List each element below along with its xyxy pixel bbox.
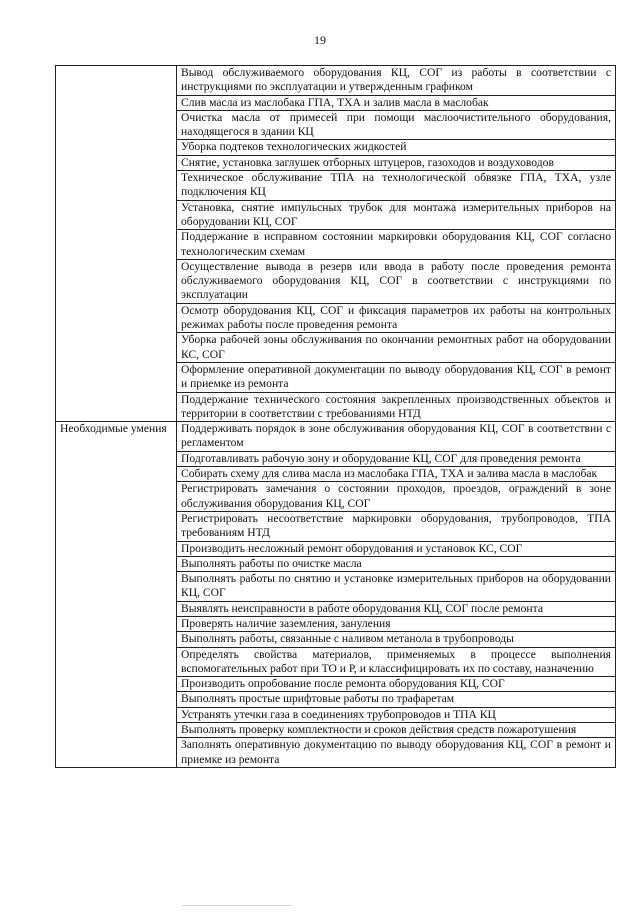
- table-cell-text: Регистрировать несоответствие маркировки оборудования, трубопроводов, ТПА требованиям НТД: [177, 511, 616, 541]
- table-cell-text: Поддерживать порядок в зоне обслуживания оборудования КЦ, СОГ в соответствии с регламентом: [177, 422, 616, 452]
- table-cell-text: Выявлять неисправности в работе оборудования КЦ, СОГ после ремонта: [177, 601, 616, 616]
- section-label: Необходимые умения: [56, 422, 177, 768]
- table-row: [56, 66, 616, 96]
- table-body: [56, 66, 616, 768]
- competency-table: [55, 65, 616, 768]
- section-label: [56, 66, 177, 422]
- table-cell-text: Определять свойства материалов, применяемых в процессе выполнения вспомогательных работ при ТО и Р, и классифицировать их по составу, назначению: [177, 647, 616, 677]
- table-cell-text: Производить несложный ремонт оборудования и установок КС, СОГ: [177, 541, 616, 556]
- table-cell-text: Производить опробование после ремонта оборудования КЦ, СОГ: [177, 677, 616, 692]
- table-cell-text: Собирать схему для слива масла из маслобака ГПА, ТХА и залива масла в маслобак: [177, 467, 616, 482]
- table-cell-text: Выполнять работы по очистке масла: [177, 556, 616, 571]
- page-number: 19: [314, 33, 326, 47]
- table-cell-text: Проверять наличие заземления, зануления: [177, 616, 616, 631]
- table-cell-text: Вывод обслуживаемого оборудования КЦ, СОГ из работы в соответствии с инструкциями по эксплуатации и утвержденным графиком: [177, 66, 616, 96]
- table-cell-text: Осмотр оборудования КЦ, СОГ и фиксация параметров их работы на контрольных режимах работы после проведения ремонта: [177, 303, 616, 333]
- table-cell-text: Уборка рабочей зоны обслуживания по окончании ремонтных работ на оборудовании КС, СОГ: [177, 333, 616, 363]
- table-cell-text: Поддержание в исправном состоянии маркировки оборудования КЦ, СОГ согласно технологическим схемам: [177, 230, 616, 260]
- table-cell-text: Выполнять работы по снятию и установке измерительных приборов на оборудовании КЦ, СОГ: [177, 572, 616, 602]
- table-cell-text: Установка, снятие импульсных трубок для монтажа измерительных приборов на оборудовании КЦ, СОГ: [177, 200, 616, 230]
- table-cell-text: Устранять утечки газа в соединениях трубопроводов и ТПА КЦ: [177, 707, 616, 722]
- table-cell-text: Техническое обслуживание ТПА на технологической обвязке ГПА, ТХА, узле подключения КЦ: [177, 171, 616, 201]
- table-cell-text: Выполнять проверку комплектности и сроков действия средств пожаротушения: [177, 723, 616, 738]
- table-cell-text: Регистрировать замечания о состоянии проходов, проездов, ограждений в зоне обслуживания оборудования КЦ, СОГ: [177, 482, 616, 512]
- page-edge-mark: [182, 905, 292, 906]
- table-cell-text: Уборка подтеков технологических жидкостей: [177, 140, 616, 155]
- table-cell-text: Очистка масла от примесей при помощи маслоочистительного оборудования, находящегося в здании КЦ: [177, 110, 616, 140]
- table-cell-text: Выполнять работы, связанные с наливом метанола в трубопроводы: [177, 632, 616, 647]
- table-cell-text: Поддержание технического состояния закрепленных производственных объектов и территории в соответствии с требованиями НТД: [177, 392, 616, 422]
- table-row: [56, 422, 616, 452]
- table-cell-text: Заполнять оперативную документацию по выводу оборудования КЦ, СОГ в ремонт и приемке из ремонта: [177, 738, 616, 768]
- table-cell-text: Осуществление вывода в резерв или ввода в работу после проведения ремонта обслуживаемого оборудования КЦ, СОГ в соответствии с инструкциями по эксплуатации: [177, 259, 616, 303]
- table-cell-text: Подготавливать рабочую зону и оборудование КЦ, СОГ для проведения ремонта: [177, 451, 616, 466]
- table-cell-text: Слив масла из маслобака ГПА, ТХА и залив масла в маслобак: [177, 95, 616, 110]
- table-cell-text: Снятие, установка заглушек отборных штуцеров, газоходов и воздуховодов: [177, 155, 616, 170]
- table-cell-text: Выполнять простые шрифтовые работы по трафаретам: [177, 692, 616, 707]
- table-cell-text: Оформление оперативной документации по выводу оборудования КЦ, СОГ в ремонт и приемке из ремонта: [177, 362, 616, 392]
